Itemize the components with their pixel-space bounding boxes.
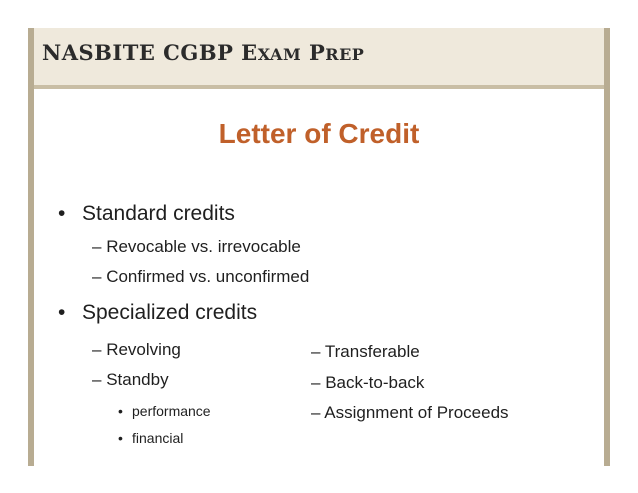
- sub-sub-item-financial: [118, 430, 183, 446]
- header-title-part: P: [301, 40, 326, 65]
- dash-marker: –: [311, 342, 321, 361]
- sub-item-revocable: [92, 237, 301, 257]
- slide-title: Letter of Credit: [218, 118, 420, 149]
- bullet-marker: •: [58, 202, 66, 225]
- header-title-part: XAM: [257, 45, 302, 64]
- dash-marker: –: [92, 267, 102, 286]
- bullet-standard-credits: [58, 202, 235, 226]
- bullet-marker: •: [58, 301, 66, 324]
- dash-marker: –: [92, 370, 102, 389]
- sub-item-standby: [92, 370, 169, 390]
- sub-item-label: Assignment of Proceeds: [324, 403, 509, 422]
- sub-item-label: Transferable: [324, 342, 420, 361]
- left-frame-bar: [28, 28, 34, 466]
- sub-item-label: Standby: [106, 370, 169, 389]
- dash-marker: –: [311, 373, 321, 392]
- dash-marker: –: [92, 237, 102, 256]
- bullet-specialized-credits: [58, 301, 257, 325]
- header-title-part: NASBITE CGBP E: [42, 40, 258, 65]
- sub-sub-item-performance: [118, 403, 211, 419]
- header-title: [42, 40, 364, 65]
- sub-item-label: Back-to-back: [325, 373, 425, 392]
- sub-sub-item-label: performance: [132, 403, 211, 419]
- bullet-marker: •: [118, 403, 123, 419]
- sub-item-label: Revolving: [106, 340, 181, 359]
- header-title-part: REP: [325, 45, 365, 64]
- dash-marker: –: [92, 340, 102, 359]
- header-divider: [34, 85, 604, 89]
- sub-item-revolving: [92, 340, 181, 360]
- bullet-marker: •: [118, 430, 123, 446]
- sub-item-label: Revocable vs. irrevocable: [106, 237, 301, 256]
- bullet-label: Standard credits: [82, 202, 235, 225]
- sub-item-transferable: [311, 342, 420, 362]
- right-frame-bar: [604, 28, 610, 466]
- sub-item-back-to-back: [311, 373, 424, 393]
- bullet-label: Specialized credits: [82, 301, 258, 324]
- sub-sub-item-label: financial: [132, 430, 184, 446]
- sub-item-label: Confirmed vs. unconfirmed: [106, 267, 310, 286]
- sub-item-confirmed: [92, 267, 309, 287]
- sub-item-assignment-of-proceeds: [311, 403, 509, 423]
- dash-marker: –: [311, 403, 321, 422]
